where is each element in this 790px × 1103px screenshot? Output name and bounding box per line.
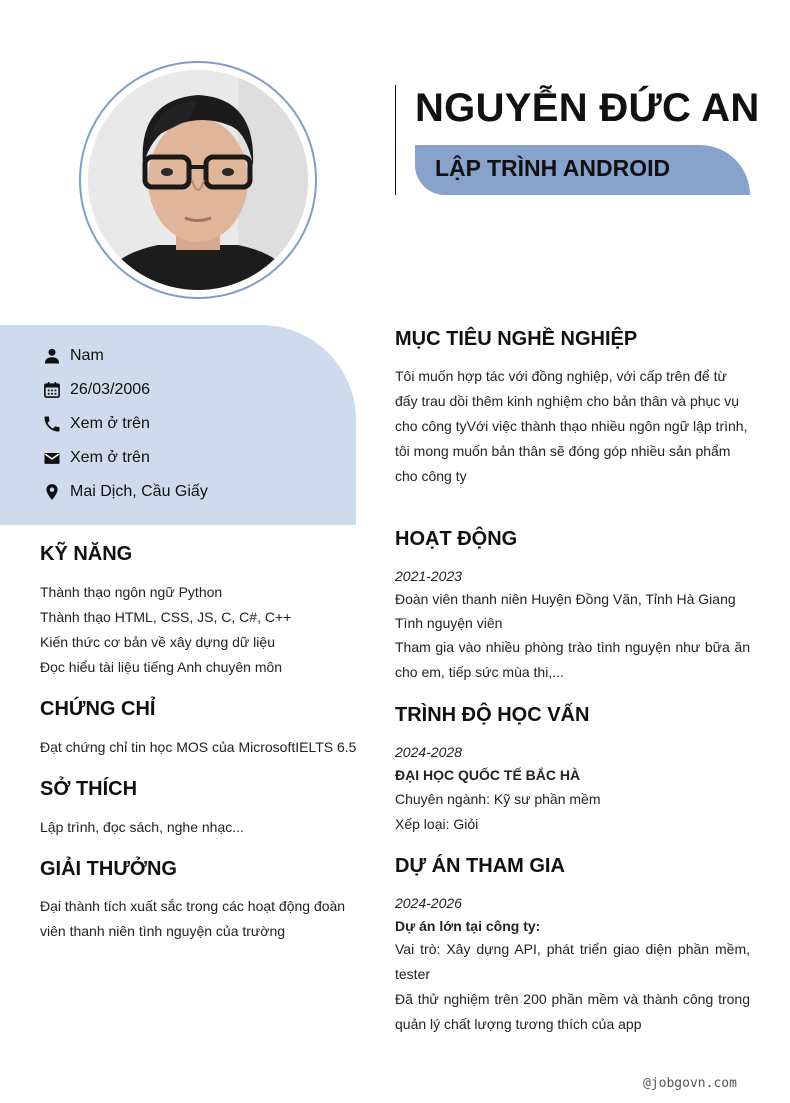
phone-text: Xem ở trên [70, 415, 150, 432]
watermark: @jobgovn.com [643, 1076, 737, 1091]
activities-role: Tình nguyện viên [395, 615, 503, 631]
education-grade: Xếp loại: Giỏi [395, 816, 479, 832]
birthday-text: 26/03/2006 [70, 381, 151, 398]
awards-heading: GIẢI THƯỞNG [40, 858, 177, 880]
hobbies-text: Lập trình, đọc sách, nghe nhạc... [40, 819, 244, 835]
contact-gender [42, 345, 104, 367]
person-icon [42, 346, 62, 366]
email-text: Xem ở trên [70, 449, 150, 466]
job-title: LẬP TRÌNH ANDROID [435, 155, 671, 181]
mail-icon [42, 448, 62, 468]
skill-item: Đọc hiểu tài liệu tiếng Anh chuyên môn [40, 659, 283, 675]
candidate-name: NGUYỄN ĐỨC AN [415, 86, 760, 130]
certificates-heading: CHỨNG CHỈ [40, 698, 156, 720]
skills-heading: KỸ NĂNG [40, 543, 133, 565]
contact-phone [42, 413, 150, 435]
contact-email [42, 447, 150, 469]
skill-item: Thành thạo HTML, CSS, JS, C, C#, C++ [40, 609, 292, 625]
phone-icon [42, 414, 62, 434]
header-divider [395, 85, 396, 195]
calendar-icon [42, 380, 62, 400]
projects-heading: DỰ ÁN THAM GIA [395, 855, 565, 877]
education-school: ĐẠI HỌC QUỐC TẾ BẮC HÀ [395, 767, 581, 783]
activities-heading: HOẠT ĐỘNG [395, 528, 518, 550]
avatar [88, 70, 308, 290]
address-text: Mai Dịch, Cầu Giấy [70, 483, 208, 500]
avatar-photo [88, 70, 308, 290]
activities-period: 2021-2023 [395, 568, 462, 584]
skill-item: Kiến thức cơ bản về xây dựng dữ liệu [40, 634, 275, 650]
education-period: 2024-2028 [395, 744, 462, 760]
certificate-text: Đạt chứng chỉ tin học MOS của MicrosoftIELTS 6.5 [40, 739, 357, 755]
activities-org: Đoàn viên thanh niên Huyện Đồng Văn, Tỉnh Hà Giang [395, 591, 736, 607]
objective-heading: MỤC TIÊU NGHỀ NGHIỆP [395, 328, 638, 350]
projects-name: Dự án lớn tại công ty: [395, 918, 541, 934]
contact-birthday [42, 379, 150, 401]
skill-item: Thành thạo ngôn ngữ Python [40, 584, 223, 600]
location-pin-icon [42, 482, 62, 502]
activities-desc: Tham gia vào nhiều phòng trào tình nguyện như bữa ăn cho em, tiếp sức mùa thi,... [395, 639, 750, 680]
education-heading: TRÌNH ĐỘ HỌC VẤN [395, 704, 590, 726]
education-major: Chuyên ngành: Kỹ sư phần mềm [395, 791, 601, 807]
projects-period: 2024-2026 [395, 895, 462, 911]
hobbies-heading: SỞ THÍCH [40, 778, 138, 800]
awards-text: Đại thành tích xuất sắc trong các hoạt động đoàn viên thanh niên tình nguyện của trường [40, 898, 346, 939]
objective-text: Tôi muốn hợp tác với đồng nghiệp, với cấp trên để từ đấy trau dồi thêm kinh nghiệm cho bản thân và phục vụ cho công tyVới việc thành thạo nhiều ngôn ngữ lập trình, tôi mong muốn bản thân sẽ đóng góp nhiều sản phẩm cho công ty [395, 368, 748, 484]
projects-achievement: Đã thử nghiệm trên 200 phần mềm và thành công trong quản lý chất lượng tương thích của app [395, 991, 750, 1032]
gender-text: Nam [70, 347, 104, 364]
projects-role: Vai trò: Xây dựng API, phát triển giao diện phần mềm, tester [395, 941, 750, 982]
contact-address [42, 481, 208, 503]
